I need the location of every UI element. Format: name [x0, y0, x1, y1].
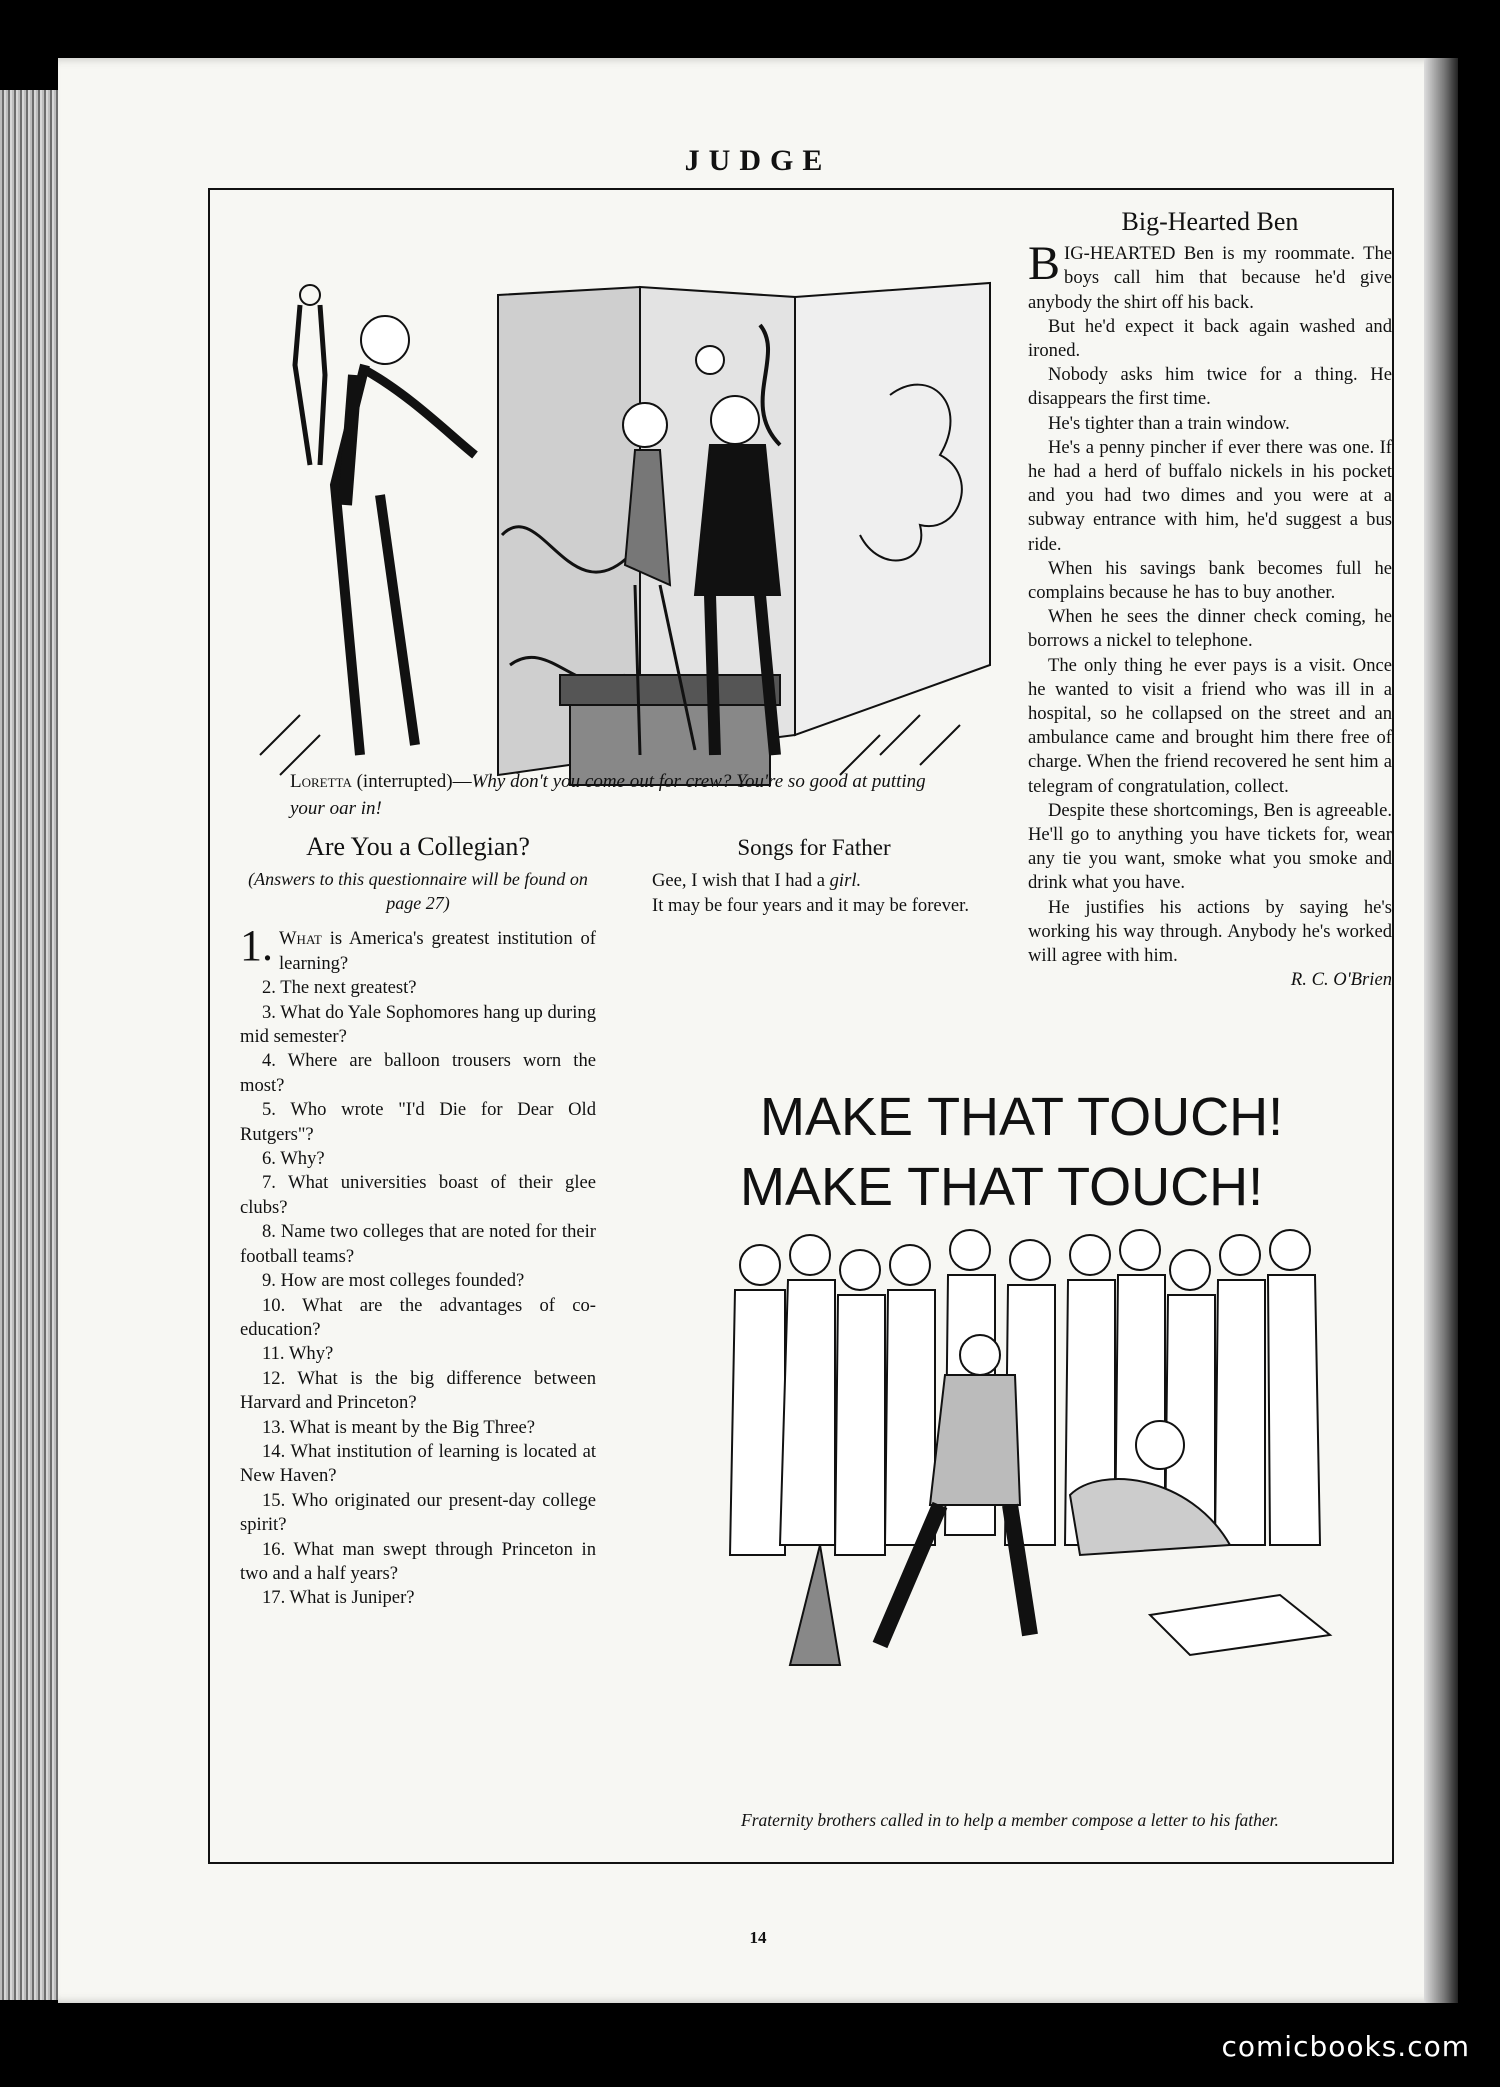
caption-line: Why don't you come out for crew? You're so good at putting your oar in!: [290, 771, 926, 819]
choir-caption: Fraternity brothers called in to help a member compose a letter to his father.: [741, 1810, 1279, 1830]
quiz-question: 14. What institution of learning is located at New Haven?: [240, 1440, 596, 1487]
article-paragraph: He's a penny pincher if ever there was one. If he had a herd of buffalo nickels in his pocket and you had two dimes and you were at a subway entrance with him, he'd suggest a bus ride.: [1028, 436, 1392, 555]
article-are-you-a-collegian: [240, 832, 596, 1611]
songs-title: Songs for Father: [737, 835, 891, 860]
article-paragraph: He justifies his actions by saying he's working his way through. Anybody he's worked will agree with him.: [1028, 896, 1392, 967]
paragraph-text: Ben is my roommate. The boys call him that because he'd give anybody the shirt off his back.: [1028, 243, 1392, 313]
caption-speaker: Loretta: [290, 771, 352, 792]
book-page-edges: [0, 90, 62, 2000]
drop-cap: B: [1028, 237, 1061, 291]
cartoon-choir-drawing: [630, 1075, 1390, 1805]
quiz-question: 3. What do Yale Sophomores hang up during mid semester?: [240, 1001, 596, 1048]
author-signature: R. C. O'Brien: [1290, 969, 1392, 991]
article-paragraph: [1028, 237, 1392, 315]
cartoon-screen-scene: [240, 235, 1000, 935]
book-spine: [1424, 58, 1458, 2003]
quiz-question: 5. Who wrote "I'd Die for Dear Old Rutgers"?: [240, 1099, 596, 1145]
cartoon-caption: [290, 768, 930, 822]
quiz-note: (Answers to this questionnaire will be found on page 27): [248, 869, 588, 914]
cartoon-screen-scene-drawing: [240, 235, 1000, 795]
page-number: 14: [749, 1928, 767, 1947]
watermark: comicbooks.com: [1221, 2030, 1470, 2063]
quiz-question: 15. Who originated our present-day college spirit?: [240, 1489, 596, 1536]
article-paragraph: When his savings bank becomes full he complains because he has to buy another.: [1028, 557, 1392, 604]
choir-singers: [730, 1230, 1320, 1555]
quiz-question: [240, 921, 596, 976]
article-big-hearted-ben: [1028, 207, 1392, 993]
article-paragraph: But he'd expect it back again washed and ironed.: [1028, 315, 1392, 362]
quiz-question: 17. What is Juniper?: [262, 1587, 415, 1609]
quiz-question: 11. Why?: [262, 1343, 334, 1365]
article-songs-for-father: [630, 835, 998, 918]
quiz-question: 9. How are most colleges founded?: [262, 1270, 525, 1292]
cartoon-choir-scene: [630, 1075, 1390, 1805]
lettering-line-1: MAKE THAT TOUCH!: [760, 1087, 1284, 1147]
quiz-title: Are You a Collegian?: [306, 832, 530, 861]
magazine-page: [58, 58, 1458, 2003]
caption-stage-direction: (interrupted)—: [351, 771, 472, 792]
question-text: is America's greatest institution of learning?: [279, 928, 596, 974]
content-frame: [208, 188, 1394, 1864]
masthead: JUDGE: [684, 144, 832, 177]
quiz-question: 10. What are the advantages of co-education?: [240, 1294, 596, 1340]
quiz-question: 7. What universities boast of their glee clubs?: [240, 1172, 596, 1218]
megaphone: [790, 1545, 840, 1665]
quiz-question: 2. The next greatest?: [262, 977, 417, 999]
lead-word: IG-HEARTED: [1064, 243, 1176, 265]
song-line: It may be four years and it may be forever.: [652, 895, 970, 916]
quiz-question: 4. Where are balloon trousers worn the most?: [240, 1050, 596, 1096]
article-paragraph: When he sees the dinner check coming, he borrows a nickel to telephone.: [1028, 606, 1392, 652]
quiz-question: 13. What is meant by the Big Three?: [262, 1416, 535, 1438]
quiz-question: 8. Name two colleges that are noted for their football teams?: [240, 1221, 596, 1267]
article-paragraph: Nobody asks him twice for a thing. He disappears the first time.: [1028, 364, 1392, 410]
song-line: [630, 868, 998, 893]
quiz-question: 6. Why?: [262, 1148, 325, 1170]
question-number: 1.: [240, 921, 273, 971]
lettering-line-2: MAKE THAT TOUCH!: [740, 1157, 1264, 1217]
article-paragraph: He's tighter than a train window.: [1048, 412, 1290, 434]
lead-word: What: [279, 928, 322, 950]
song-line-emphasis: girl.: [829, 870, 862, 891]
article-paragraph: The only thing he ever pays is a visit. Once he wanted to visit a friend who was ill in a hospital, so he collapsed on the street and an ambulance came and brought him there free of charge. When the friend recovered he sent him a telegram of congratulation, collect.: [1028, 654, 1392, 797]
article-title: Big-Hearted Ben: [1121, 207, 1299, 236]
quiz-question: 16. What man swept through Princeton in two and a half years?: [240, 1538, 596, 1584]
article-paragraph: Despite these shortcomings, Ben is agreeable. He'll go to anything you have tickets for, wear any tie you want, smoke what you smoke and drink what you have.: [1028, 799, 1392, 894]
song-line-text: Gee, I wish that I had a: [652, 870, 830, 891]
quiz-question: 12. What is the big difference between Harvard and Princeton?: [240, 1367, 596, 1414]
